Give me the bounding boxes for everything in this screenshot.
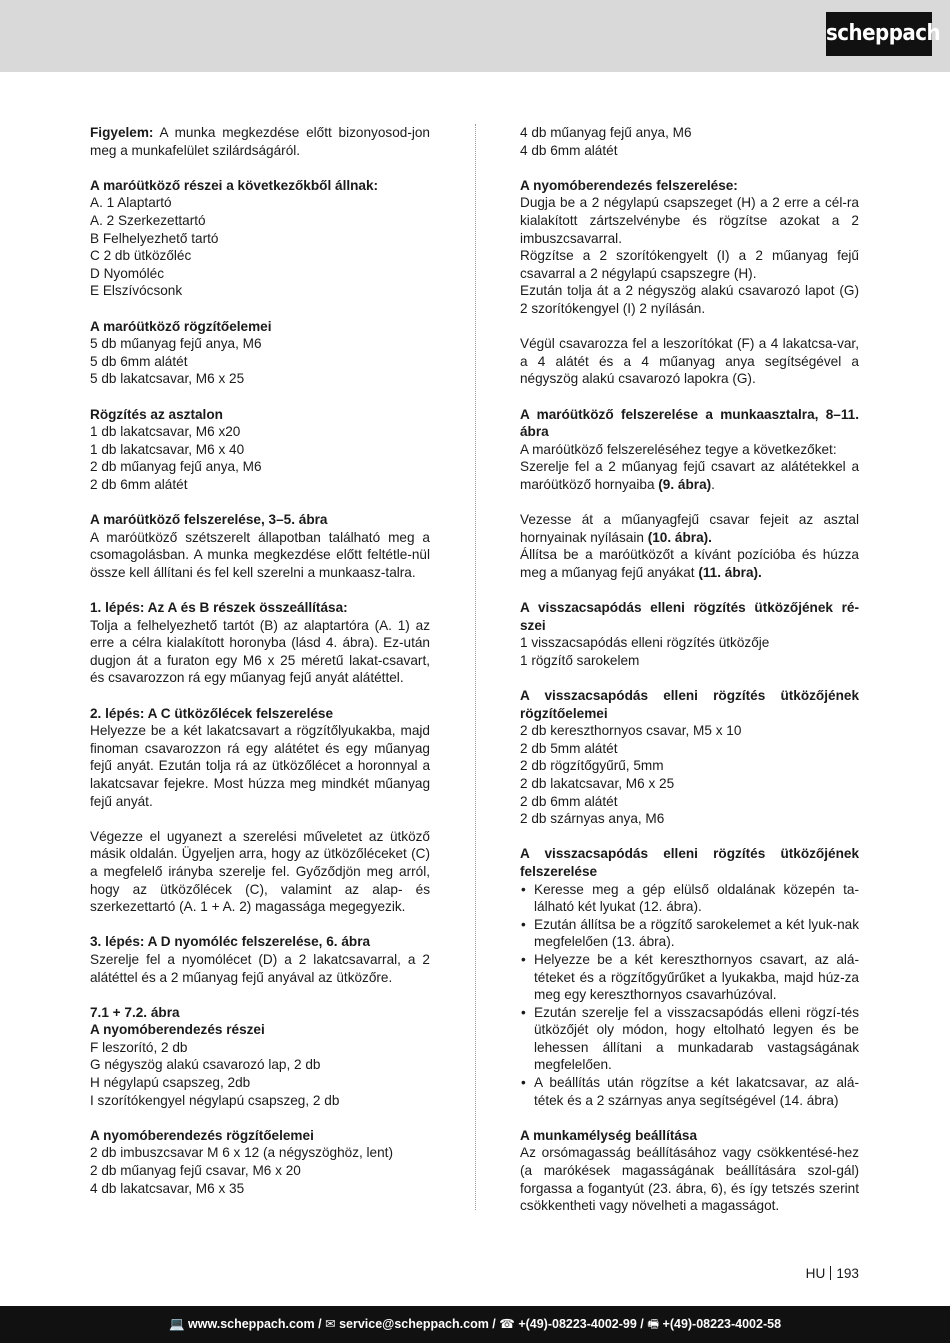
clamp-install-text: Végül csavarozza fel a leszorítókat (F) a 4 lakatcsa-var, a 4 alátét és a 4 műanyag anya segítségével a négyszög alakú csavarozó lapokra (G). [520, 336, 859, 387]
list-item: 2 db imbuszcsavar M 6 x 12 (a négyszöghöz, lent) [90, 1145, 393, 1161]
table-install-text-2 [520, 458, 859, 493]
scheppach-logo: scheppach [826, 12, 932, 56]
text-run: Vezesse át a műanyagfejű csavar fejeit az asztal hornyainak nyílásain [520, 512, 859, 545]
kickback-parts-list [520, 634, 859, 669]
figure-ref-heading: 7.1 + 7.2. ábra [90, 1004, 180, 1020]
left-column [90, 124, 430, 1197]
pressure-fasteners-heading: A nyomóberendezés rögzítőelemei [90, 1127, 314, 1143]
list-item: 2 db rögzítőgyűrű, 5mm [520, 758, 664, 774]
list-item: 2 db 6mm alátét [520, 793, 618, 809]
footer-bar [0, 1306, 950, 1343]
website-link[interactable]: www.scheppach.com [188, 1317, 315, 1331]
pressure-fasteners-list-continued [520, 124, 859, 159]
warning-paragraph [90, 124, 430, 159]
pressure-fasteners-list [90, 1144, 430, 1197]
list-item: 4 db műanyag fejű anya, M6 [520, 125, 692, 140]
list-item: A. 1 Alaptartó [90, 195, 172, 211]
footer-separator: / [636, 1317, 648, 1331]
list-item: 4 db lakatcsavar, M6 x 35 [90, 1180, 245, 1196]
list-item: G négyszög alakú csavarozó lap, 2 db [90, 1057, 321, 1073]
list-item: H négylapú csapszeg, 2db [90, 1075, 251, 1091]
fasteners-heading: A maróütköző rögzítőelemei [90, 318, 272, 334]
step2-text-continued: Végezze el ugyanezt a szerelési műveletet az ütköző másik oldalán. Ügyeljen arra, hogy az ütközőléceket (C) a megfelelő irányba szerelje fel. Győződjön meg arról, hogy az ütközőlécek (C), valamint az alap- és szerkezettartó (A. 1 + A. 2) magassága megegyezik. [90, 828, 430, 915]
list-item: 2 db szárnyas anya, M6 [520, 811, 665, 827]
page-number [806, 1266, 859, 1281]
assembly-heading: A maróütköző felszerelése, 3–5. ábra [90, 512, 328, 528]
kickback-fasteners-list [520, 722, 859, 828]
language-code: HU [805, 1266, 826, 1281]
text-run: Szerelje fel a 2 műanyag fejű csavart az alátétekkel a maróütköző hornyaiba [520, 459, 859, 492]
list-item: 1 db lakatcsavar, M6 x20 [90, 424, 241, 440]
table-mount-heading: Rögzítés az asztalon [90, 406, 223, 422]
fax-icon: 🖷 [647, 1317, 660, 1331]
list-item: 1 db lakatcsavar, M6 x 40 [90, 441, 245, 457]
column-divider [475, 124, 476, 1210]
table-install-text: A maróütköző felszereléséhez tegye a következőket: [520, 441, 837, 457]
depth-text: Az orsómagasság beállításához vagy csökkentésé-hez (a marókések magasságának beállítására szol-gál) forgassa a fogantyút (23. ábra, 6), és így tetszés szerint csökkentheti vagy növelheti a magasságot. [520, 1145, 859, 1214]
bullet-item: • Ezután állítsa be a rögzítő sarokelemet a két lyuk-nak megfelelően (13. ábra). [520, 916, 859, 951]
assembly-text: A maróütköző szétszerelt állapotban található meg a csomagolásban. A munka megkezdése előtt feltétle-nül össze kell állítani és fel kell szerelni a munkaasz-talra. [90, 529, 430, 580]
header-band [0, 0, 950, 72]
parts-heading: A maróütköző részei a következőkből állnak: [90, 177, 379, 193]
kickback-install-heading: A visszacsapódás elleni rögzítés ütközőjének felszerelése [520, 846, 859, 879]
footer-separator: / [488, 1317, 500, 1331]
bullet-item: • A beállítás után rögzítse a két lakatcsavar, az alá-tétek és a 2 szárnyas anya segítségével (14. ábra) [520, 1074, 859, 1109]
step3-heading: 3. lépés: A D nyomóléc felszerelése, 6. ábra [90, 934, 371, 950]
pressure-install-heading: A nyomóberendezés felszerelése: [520, 177, 738, 193]
list-item: 2 db műanyag fejű anya, M6 [90, 459, 262, 475]
list-item: 2 db műanyag fejű csavar, M6 x 20 [90, 1163, 301, 1179]
fasteners-list [90, 335, 430, 388]
pressure-parts-list [90, 1039, 430, 1109]
step2-heading: 2. lépés: A C ütközőlécek felszerelése [90, 705, 334, 721]
kickback-parts-heading: A visszacsapódás elleni rögzítés ütközőjének ré-szei [520, 600, 859, 633]
phone-icon: ☎ [499, 1317, 515, 1331]
list-item: 5 db lakatcsavar, M6 x 25 [90, 371, 245, 387]
kickback-fasteners-heading: A visszacsapódás elleni rögzítés ütközőjének rögzítőelemei [520, 688, 859, 721]
bullet-item: • Ezután szerelje fel a visszacsapódás elleni rögzí-tés ütközőjét oly módon, hogy eltolható legyen és be lehessen állítani a munkadarab vastagságának megfelelően. [520, 1004, 859, 1074]
pressure-install-text: Dugja be a 2 négylapú csapszeget (H) a 2 erre a cél-ra kialakított zártszelvénybe és rögzítse azokat a 2 imbuszcsavarral. [520, 195, 859, 246]
mail-icon: ✉ [325, 1317, 336, 1331]
warning-text: A munka megkezdése előtt bizonyosod-jon meg a munkafelület szilárdságáról. [90, 125, 430, 158]
computer-icon: 💻 [168, 1317, 185, 1331]
warning-label: Figyelem: [90, 125, 154, 140]
list-item: 5 db műanyag fejű anya, M6 [90, 336, 262, 352]
table-mount-list [90, 423, 430, 493]
list-item: I szorítókengyel négylapú csapszeg, 2 db [90, 1092, 340, 1108]
text-run: . [711, 476, 715, 492]
list-item: 4 db 6mm alátét [520, 142, 618, 158]
guide-text [520, 511, 859, 546]
step1-text: Tolja a felhelyezhető tartót (B) az alaptartóra (A. 1) az erre a célra kialakított horonyba (lásd 4. ábra). Ez-után dugjon át a furaton egy M6 x 25 méretű lakat-csavart, és csavarozzon rá egy műanyag fejű anyát alátéttel. [90, 617, 430, 686]
pressure-install-text-2: Rögzítse a 2 szorítókengyelt (I) a 2 műanyag fejű csavarral a 2 négylapú csapszegre (H). [520, 248, 859, 281]
parts-list [90, 194, 430, 300]
pressure-parts-heading: A nyomóberendezés részei [90, 1022, 265, 1038]
phone-number: +(49)-08223-4002-99 [518, 1317, 637, 1331]
list-item: 5 db 6mm alátét [90, 353, 188, 369]
text-run: Állítsa be a maróütközőt a kívánt pozícióba és húzza meg a műanyag fejű anyákat [520, 547, 859, 580]
list-item: 2 db lakatcsavar, M6 x 25 [520, 775, 675, 791]
page-number-value: 193 [836, 1266, 859, 1281]
depth-heading: A munkamélység beállítása [520, 1127, 698, 1143]
list-item: 1 rögzítő sarokelem [520, 652, 640, 668]
page-separator [830, 1266, 831, 1280]
list-item: D Nyomóléc [90, 265, 165, 281]
step1-heading: 1. lépés: Az A és B részek összeállítása: [90, 600, 348, 616]
bullet-item: • Helyezze be a két kereszthornyos csavart, az alá-téteket és a rögzítőgyűrűket a lyukakba, majd húz-za meg egy kereszthornyos csavarhúzóval. [520, 951, 859, 1004]
list-item: 2 db 5mm alátét [520, 740, 618, 756]
step3-text: Szerelje fel a nyomólécet (D) a 2 lakatcsavarral, a 2 alátéttel és a 2 műanyag fejű anyával az ütközőre. [90, 951, 430, 985]
figure-ref: (10. ábra). [647, 529, 712, 545]
kickback-install-steps [520, 881, 859, 1110]
figure-ref: (11. ábra). [698, 564, 762, 580]
right-column [520, 124, 859, 1215]
footer-separator: / [314, 1317, 326, 1331]
pressure-install-text-3: Ezután tolja át a 2 négyszög alakú csavarozó lapot (G) 2 szorítókengyel (I) 2 nyílásán. [520, 283, 859, 316]
fax-number: +(49)-08223-4002-58 [662, 1317, 782, 1331]
bullet-item: • Keresse meg a gép elülső oldalának közepén ta-lálható két lyukat (12. ábra). [520, 881, 859, 916]
list-item: B Felhelyezhető tartó [90, 230, 219, 246]
figure-ref: (9. ábra) [658, 476, 712, 492]
list-item: A. 2 Szerkezettartó [90, 212, 206, 228]
list-item: F leszorító, 2 db [90, 1039, 188, 1055]
step2-text: Helyezze be a két lakatcsavart a rögzítőlyukakba, majd finoman csavarozzon rá egy alátétet és egy műanyag fejű anyát. Ezután tolja rá az ütközőlécet a horonnyal a lakatcsavar fejekre. Most húzza meg mindkét műanyag fejű anyát. [90, 723, 430, 809]
list-item: C 2 db ütközőléc [90, 248, 192, 264]
email-link[interactable]: service@scheppach.com [339, 1317, 489, 1331]
list-item: E Elszívócsonk [90, 283, 183, 299]
list-item: 2 db 6mm alátét [90, 476, 188, 492]
position-text [520, 546, 859, 581]
table-install-heading: A maróütköző felszerelése a munkaasztalra, 8–11. ábra [520, 406, 859, 440]
list-item: 2 db kereszthornyos csavar, M5 x 10 [520, 723, 742, 739]
list-item: 1 visszacsapódás elleni rögzítés ütközője [520, 635, 770, 651]
